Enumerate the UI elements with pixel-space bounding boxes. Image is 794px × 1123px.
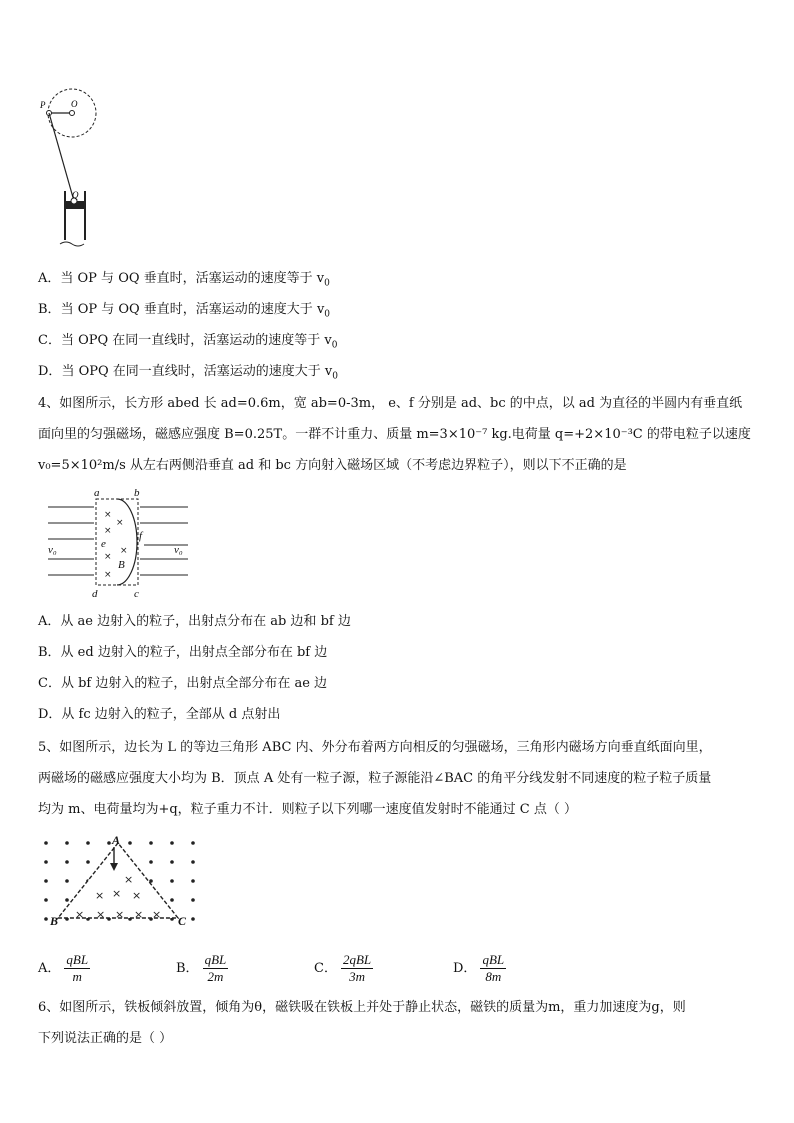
svg-text:×: × bbox=[75, 908, 85, 921]
svg-text:×: × bbox=[95, 889, 105, 902]
field-dot bbox=[191, 841, 195, 845]
q4-option-c: C．从 bf 边射入的粒子，出射点全部分布在 ae 边 bbox=[38, 676, 328, 691]
triangle-abc bbox=[58, 843, 178, 918]
field-dot bbox=[149, 860, 153, 864]
field-dot bbox=[170, 879, 174, 883]
label-c: c bbox=[134, 588, 139, 600]
q5-option-b: B． $\frac{\text{qBL}}{2m}$ bbox=[176, 952, 227, 984]
label-d: d bbox=[92, 588, 98, 600]
q6-stem-line2: 下列说法正确的是（ ） bbox=[38, 1031, 173, 1046]
field-dot bbox=[191, 879, 195, 883]
break-mark bbox=[60, 242, 84, 246]
q5-option-c: C． $\frac{\text{2qBL}}{3m}$ bbox=[314, 952, 372, 984]
label-vertex-b: B bbox=[50, 914, 59, 928]
q3-option-a: A．当 OP 与 OQ 垂直时，活塞运动的速度等于 $v_0$ bbox=[38, 271, 330, 289]
q5-triangle-field-figure bbox=[40, 835, 200, 930]
field-dot bbox=[65, 860, 69, 864]
q4-stem-line3: v₀=5×10²m/s 从左右两侧沿垂直 ad 和 bc 方向射入磁场区域（不考虑边界粒子），则以下不正确的是 bbox=[38, 458, 627, 473]
label-a: a bbox=[94, 487, 100, 499]
label-v0-right: v₀ bbox=[174, 544, 183, 556]
field-dot bbox=[44, 841, 48, 845]
svg-text:×: × bbox=[96, 908, 106, 921]
svg-text:×: × bbox=[115, 908, 125, 921]
svg-text:×: × bbox=[132, 889, 142, 902]
field-dot bbox=[65, 898, 69, 902]
svg-text:×: × bbox=[112, 887, 122, 900]
label-vertex-a: A bbox=[112, 835, 121, 847]
q3-option-c: C．当 OPQ 在同一直线时，活塞运动的速度等于 $v_0$ bbox=[38, 333, 338, 351]
q5-option-a: A． $\frac{\text{qBL}}{m}$ bbox=[38, 952, 89, 984]
crank-piston-figure bbox=[38, 88, 108, 254]
point-o bbox=[70, 111, 75, 116]
svg-text:×: × bbox=[124, 873, 134, 886]
field-dot bbox=[191, 860, 195, 864]
q4-option-b: B．从 ed 边射入的粒子，出射点全部分布在 bf 边 bbox=[38, 645, 328, 660]
q4-option-d: D．从 fc 边射入的粒子，全部从 d 点射出 bbox=[38, 707, 281, 722]
field-dot bbox=[44, 898, 48, 902]
field-dot bbox=[44, 917, 48, 921]
q4-stem-line2: 面向里的匀强磁场，磁感应强度 B=0.25T。一群不计重力、质量 m=3×10⁻⁷ kg.电荷量 q=+2×10⁻³C 的带电粒子以速度 bbox=[38, 427, 751, 442]
field-dot bbox=[191, 898, 195, 902]
q5-stem-line3: 均为 m、电荷量均为+q，粒子重力不计．则粒子以下列哪一速度值发射时不能通过 C 点（ ） bbox=[38, 802, 578, 817]
q5-stem-line2: 两磁场的磁感应强度大小均为 B．顶点 A 处有一粒子源，粒子源能沿∠BAC 的角平分线发射不同速度的粒子粒子质量 bbox=[38, 771, 712, 786]
svg-text:×: × bbox=[116, 518, 124, 528]
field-dot bbox=[107, 841, 111, 845]
label-e: e bbox=[101, 538, 106, 550]
field-dot bbox=[170, 860, 174, 864]
label-b: b bbox=[134, 487, 140, 499]
label-p: P bbox=[40, 100, 46, 110]
field-dot bbox=[170, 898, 174, 902]
label-q: Q bbox=[72, 190, 79, 200]
q4-rectangle-field-figure bbox=[44, 487, 194, 602]
label-f: f bbox=[139, 530, 143, 542]
field-dot bbox=[44, 879, 48, 883]
q3-option-d: D．当 OPQ 在同一直线时，活塞运动的速度大于 $v_0$ bbox=[38, 364, 338, 382]
svg-text:×: × bbox=[120, 546, 128, 556]
field-dot bbox=[65, 841, 69, 845]
svg-text:×: × bbox=[152, 908, 162, 921]
label-field-b: B bbox=[118, 559, 125, 571]
q5-option-d: D． $\frac{\text{qBL}}{8m}$ bbox=[453, 952, 505, 984]
field-dot bbox=[170, 841, 174, 845]
q3-option-b: B．当 OP 与 OQ 垂直时，活塞运动的速度大于 $v_0$ bbox=[38, 302, 331, 320]
svg-text:×: × bbox=[104, 570, 112, 580]
field-dot bbox=[86, 860, 90, 864]
field-dot bbox=[149, 841, 153, 845]
semicircle-field-boundary bbox=[117, 499, 137, 585]
field-dot bbox=[191, 917, 195, 921]
svg-text:×: × bbox=[134, 908, 144, 921]
connecting-rod-pq bbox=[49, 113, 74, 201]
q5-stem-line1: 5、如图所示，边长为 L 的等边三角形 ABC 内、外分布着两方向相反的匀强磁场，三角形内磁场方向垂直纸面向里， bbox=[38, 740, 712, 755]
field-dot bbox=[86, 841, 90, 845]
incoming-arrows-left bbox=[48, 507, 94, 575]
svg-text:×: × bbox=[104, 552, 112, 562]
label-vertex-c: C bbox=[178, 914, 187, 928]
incoming-arrows-right bbox=[140, 507, 188, 575]
label-o: O bbox=[71, 99, 78, 109]
field-dot bbox=[128, 841, 132, 845]
q4-stem-line1: 4、如图所示，长方形 abed 长 ad=0.6m，宽 ab=0-3m， e、f 分别是 ad、bc 的中点，以 ad 为直径的半圆内有垂直纸 bbox=[38, 396, 743, 411]
field-dot bbox=[65, 879, 69, 883]
q4-option-a: A．从 ae 边射入的粒子，出射点分布在 ab 边和 bf 边 bbox=[38, 614, 351, 629]
label-v0-left: v₀ bbox=[48, 544, 57, 556]
q6-stem-line1: 6、如图所示，铁板倾斜放置，倾角为θ，磁铁吸在铁板上并处于静止状态，磁铁的质量为m，重力加速度为g，则 bbox=[38, 1000, 686, 1015]
svg-text:×: × bbox=[104, 526, 112, 536]
field-dot bbox=[44, 860, 48, 864]
svg-text:×: × bbox=[104, 510, 112, 520]
